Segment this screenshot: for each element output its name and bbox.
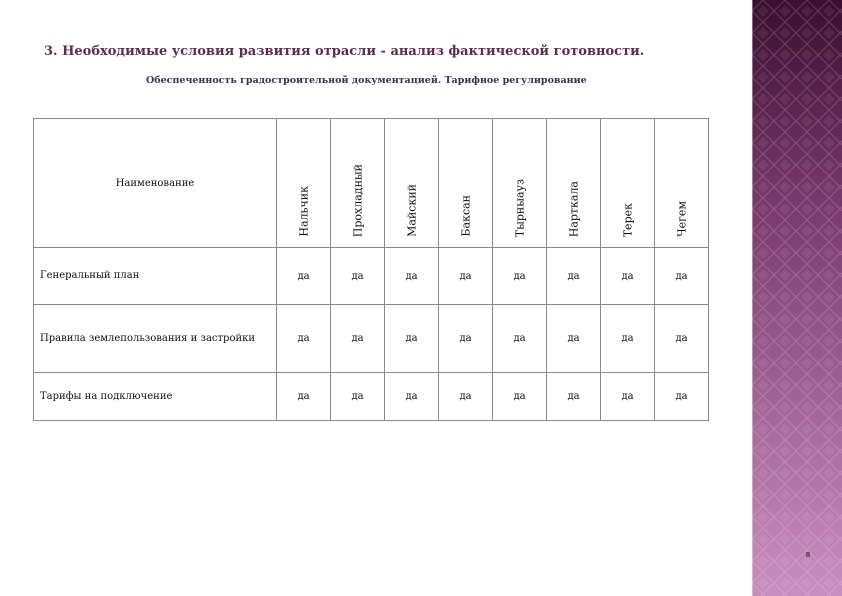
column-header-nalchik: Нальчик bbox=[277, 119, 331, 248]
table-cell: да bbox=[493, 373, 547, 421]
table-cell: да bbox=[439, 248, 493, 305]
table-cell: да bbox=[331, 305, 385, 373]
table-row bbox=[34, 373, 709, 421]
table-row bbox=[34, 305, 709, 373]
table-cell: да bbox=[439, 305, 493, 373]
table-cell: да bbox=[277, 248, 331, 305]
table-cell: да bbox=[277, 373, 331, 421]
table-cell: да bbox=[655, 373, 709, 421]
pattern-graphic bbox=[752, 0, 842, 596]
name-column-header: Наименование bbox=[34, 119, 277, 248]
readiness-table bbox=[33, 118, 709, 421]
table-cell: да bbox=[277, 305, 331, 373]
decorative-side-band bbox=[752, 0, 842, 596]
column-header-nartkala: Нарткала bbox=[547, 119, 601, 248]
table-cell: да bbox=[547, 305, 601, 373]
page-number: 8 bbox=[805, 551, 811, 559]
slide-title: 3. Необходимые условия развития отрасли - анализ фактической готовности. bbox=[44, 44, 645, 59]
table-cell: да bbox=[601, 305, 655, 373]
table-cell: да bbox=[439, 373, 493, 421]
table-cell: да bbox=[601, 373, 655, 421]
table-cell: да bbox=[547, 373, 601, 421]
table-cell: да bbox=[547, 248, 601, 305]
table-cell: да bbox=[601, 248, 655, 305]
table-cell: да bbox=[493, 248, 547, 305]
table-header-row bbox=[34, 119, 709, 248]
table-cell: да bbox=[655, 248, 709, 305]
column-header-prokhladny: Прохладный bbox=[331, 119, 385, 248]
table-cell: да bbox=[331, 373, 385, 421]
column-header-terek: Терек bbox=[601, 119, 655, 248]
table-subtitle: Обеспеченность градостроительной документацией. Тарифное регулирование bbox=[146, 75, 587, 86]
table-cell: да bbox=[493, 305, 547, 373]
table-row bbox=[34, 248, 709, 305]
row-label: Генеральный план bbox=[34, 248, 277, 305]
column-header-chegem: Чегем bbox=[655, 119, 709, 248]
table-cell: да bbox=[655, 305, 709, 373]
column-header-baksan: Баксан bbox=[439, 119, 493, 248]
table-cell: да bbox=[385, 248, 439, 305]
table-cell: да bbox=[385, 373, 439, 421]
column-header-tyrnyauz: Тырныауз bbox=[493, 119, 547, 248]
table-cell: да bbox=[331, 248, 385, 305]
row-label: Правила землепользования и застройки bbox=[34, 305, 277, 373]
column-header-maysky: Майский bbox=[385, 119, 439, 248]
row-label: Тарифы на подключение bbox=[34, 373, 277, 421]
table-cell: да bbox=[385, 305, 439, 373]
